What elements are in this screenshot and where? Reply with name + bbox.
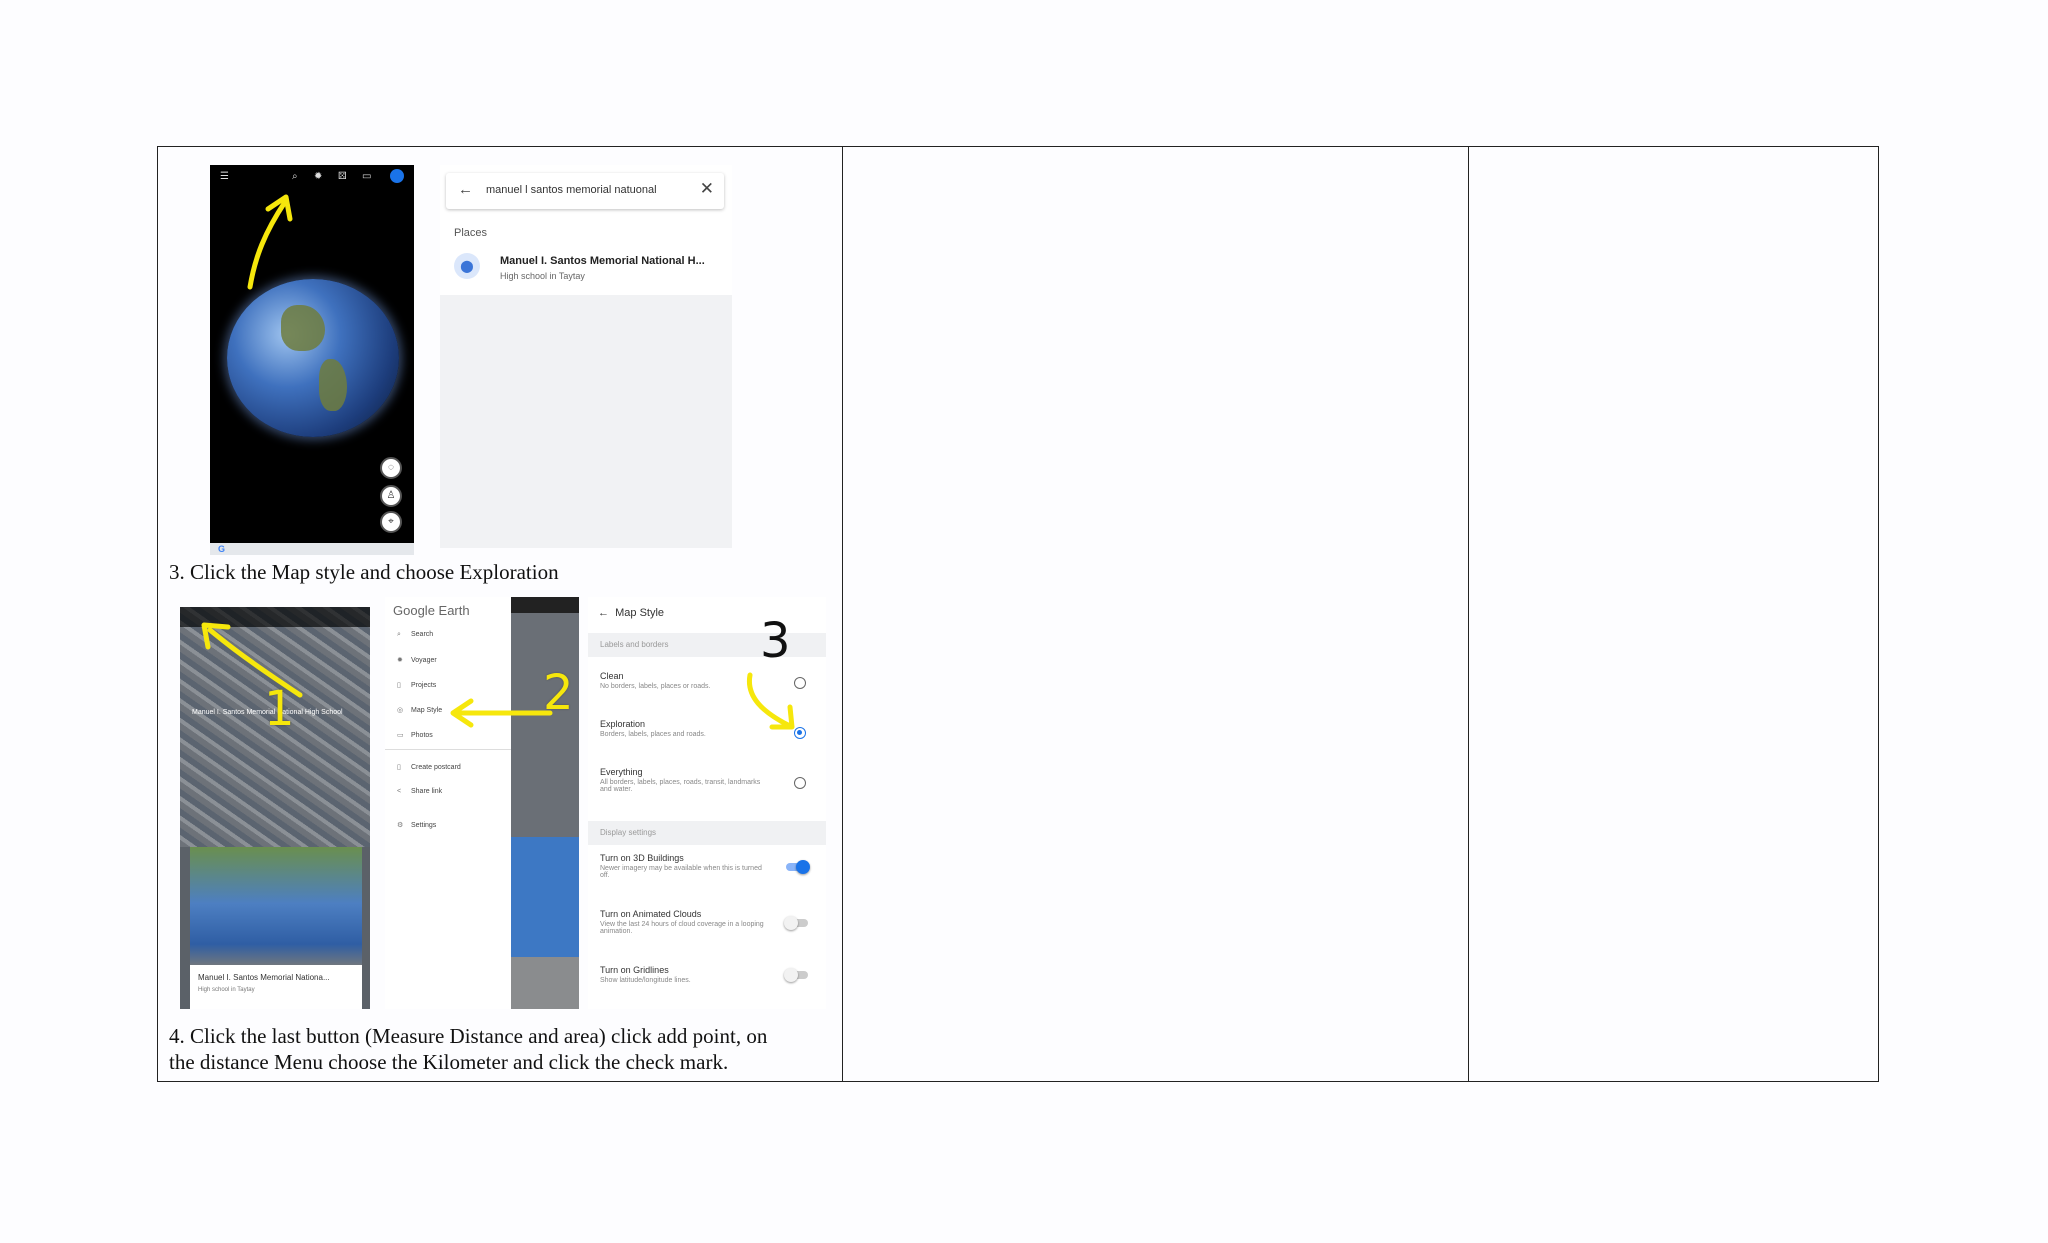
menu-item-photos: ▭ Photos — [397, 732, 433, 739]
voyager-icon: ✹ — [314, 171, 323, 182]
column-divider — [842, 147, 843, 1081]
south-america — [319, 359, 347, 411]
menu-screenshot — [385, 597, 579, 1009]
pegman-icon: ♙ — [380, 485, 402, 507]
map-style-icon: ◎ — [397, 707, 404, 714]
earth-globe — [227, 279, 399, 437]
compass-icon: ◌ — [380, 457, 402, 479]
option-exploration: Exploration Borders, labels, places and roads. — [600, 719, 706, 738]
arrow-annotation — [738, 667, 808, 737]
step-4-text-line-1: 4. Click the last button (Measure Distance and area) click add point, on — [169, 1024, 768, 1048]
place-card-subtitle: High school in Taytay — [198, 987, 255, 993]
place-card-title: Manuel I. Santos Memorial Nationa... — [198, 973, 330, 982]
menu-item-share-link: < Share link — [397, 788, 443, 795]
result-subtitle: High school in Taytay — [500, 271, 585, 281]
annotation-number-2: 2 — [543, 665, 574, 721]
setting-3d-buildings: Turn on 3D Buildings Newer imagery may be available when this is turned off. — [600, 853, 762, 879]
postcard-icon: ▯ — [397, 764, 401, 771]
share-icon: < — [397, 788, 402, 795]
dice-icon: ⚄ — [338, 171, 347, 182]
menu-item-voyager: ✹ Voyager — [397, 657, 437, 664]
toggle-3d-buildings — [786, 863, 808, 871]
menu-item-projects: ▯ Projects — [397, 682, 437, 689]
setting-gridlines: Turn on Gridlines Show latitude/longitude lines. — [600, 965, 691, 984]
search-icon: ⌕ — [397, 631, 401, 638]
toggle-animated-clouds — [786, 919, 808, 927]
step-4-text-line-2: the distance Menu choose the Kilometer and click the check mark. — [169, 1050, 729, 1074]
brand-logo: Google Earth — [393, 603, 470, 618]
globe-screenshot — [210, 165, 414, 555]
menu-item-create-postcard: ▯ Create postcard — [397, 764, 461, 771]
annotation-number-3: 3 — [760, 613, 791, 669]
phone-footer — [210, 543, 414, 555]
map-background — [511, 597, 579, 1009]
gear-icon: ⚙ — [397, 822, 404, 829]
option-clean: Clean No borders, labels, places or roads. — [600, 671, 711, 690]
section-display-settings: Display settings — [588, 821, 826, 845]
radio-everything — [794, 777, 806, 789]
search-bar — [446, 173, 724, 209]
city-screenshot — [180, 607, 370, 1009]
close-icon: ✕ — [699, 179, 714, 198]
column-divider — [1468, 147, 1469, 1081]
search-results-area — [440, 165, 732, 295]
setting-animated-clouds: Turn on Animated Clouds View the last 24 hours of cloud coverage in a looping animation. — [600, 909, 764, 935]
annotation-number-1: 1 — [264, 681, 295, 737]
north-america — [281, 305, 325, 351]
search-query: manuel l santos memorial natuonal — [486, 184, 657, 196]
pin-icon: ⬤ — [454, 253, 480, 279]
option-everything: Everything All borders, labels, places, roads, transit, landmarks and water. — [600, 767, 761, 793]
place-card — [190, 965, 362, 1009]
toolbar-icons — [210, 171, 414, 187]
back-arrow-icon: ← — [458, 181, 473, 198]
menu-item-map-style: ◎ Map Style — [397, 707, 443, 714]
google-logo: G — [218, 544, 226, 554]
places-heading: Places — [454, 227, 488, 239]
section-labels-borders: Labels and borders — [588, 633, 826, 657]
location-icon: ⌖ — [380, 511, 402, 533]
menu-icon: ☰ — [220, 171, 229, 182]
search-screenshot — [440, 165, 732, 548]
back-arrow-icon: ← — [598, 607, 616, 619]
projects-icon: ▯ — [397, 682, 401, 689]
search-icon: ⌕ — [292, 171, 298, 182]
result-title: Manuel I. Santos Memorial National H... — [500, 255, 705, 267]
ruler-icon: ▭ — [362, 171, 372, 182]
map-label: Manuel I. Santos Memorial National High School — [192, 709, 343, 716]
toggle-gridlines — [786, 971, 808, 979]
map-style-header: ← Map Style — [598, 607, 665, 619]
menu-item-search: ⌕ Search — [397, 631, 434, 638]
map-style-screenshot — [588, 597, 826, 1009]
side-menu — [385, 597, 511, 1009]
menu-divider — [385, 749, 511, 750]
document-table — [157, 146, 1879, 1082]
menu-item-settings: ⚙ Settings — [397, 822, 437, 829]
avatar-icon — [390, 169, 404, 183]
voyager-icon: ✹ — [397, 657, 403, 664]
photos-icon: ▭ — [397, 732, 404, 739]
step-3-text: 3. Click the Map style and choose Exploration — [169, 560, 559, 584]
arrow-annotation — [445, 693, 555, 733]
